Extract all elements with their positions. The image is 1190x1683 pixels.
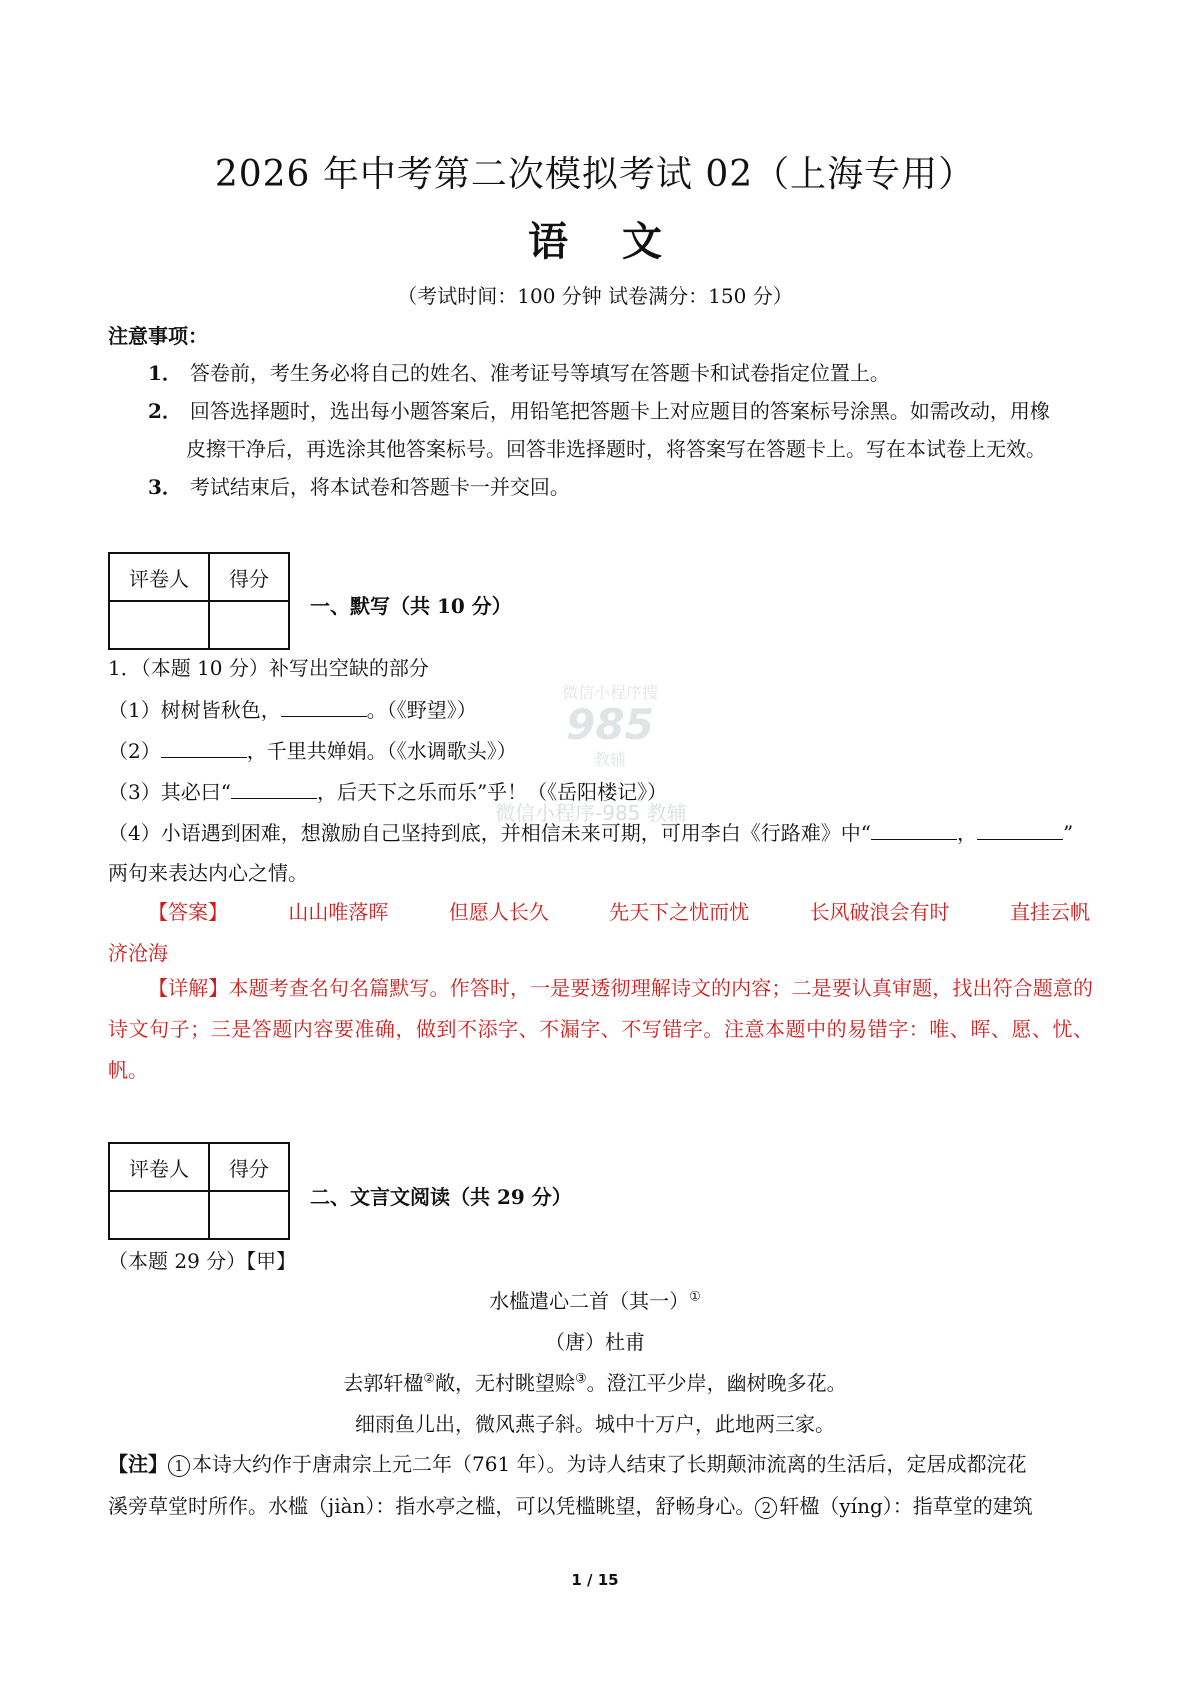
- answer-4: 长风破浪会有时: [809, 900, 950, 924]
- reviewer-label: 评卷人: [109, 553, 209, 601]
- reviewer-cell: [109, 601, 209, 649]
- answer-label: 【答案】: [148, 900, 228, 924]
- answer-blank: [281, 698, 367, 717]
- answer-5: 直挂云帆: [1009, 900, 1090, 924]
- explanation: 【详解】本题考查名句名篇默写。作答时，一是要透彻理解诗文的内容；二是要认真审题，找出符合题意的诗文句子；三是答题内容要准确，做到不添字、不漏字、不写错字。注意本题中的易错字：唯、晖、愿、忧、帆。: [108, 976, 1093, 1082]
- score-cell: [209, 601, 289, 649]
- question-1-item-4-cont: 两句来表达内心之情。: [108, 861, 308, 885]
- answer-row: [108, 896, 1090, 925]
- poem-author: （唐）杜甫: [545, 1330, 645, 1354]
- score-box-1: [108, 552, 290, 650]
- section-2-intro: （本题 29 分）【甲】: [108, 1249, 297, 1273]
- answer-2: 但愿人长久: [448, 900, 549, 924]
- question-1-item-2: （2） ，千里共婵娟。（《水调歌头》）: [108, 739, 517, 763]
- footnote-marker: ①: [689, 1289, 701, 1305]
- score-label: 得分: [209, 553, 289, 601]
- notice-item-1: 1． 答卷前，考生务必将自己的姓名、准考证号等填写在答题卡和试卷指定位置上。: [148, 361, 890, 385]
- notice-title: 注意事项：: [108, 324, 208, 348]
- score-cell: [209, 1191, 289, 1239]
- question-1-item-3: （3）其必曰“ ，后天下之乐而乐”乎！（《岳阳楼记》）: [108, 780, 668, 804]
- poem-title: 水槛遣心二首（其一）①: [489, 1289, 701, 1313]
- answer-continued: 济沧海: [108, 941, 168, 965]
- note-number-1: 1: [168, 1455, 190, 1477]
- watermark-top: 微信小程序搜: [561, 683, 658, 702]
- reviewer-cell: [109, 1191, 209, 1239]
- answer-blank: [871, 821, 957, 840]
- answer-blank: [977, 821, 1063, 840]
- note-line-2: 溪旁草堂时所作。水槛（jiàn）：指水亭之槛，可以凭槛眺望，舒畅身心。 2 轩楹（yíng）：指草堂的建筑: [108, 1494, 1033, 1518]
- score-label: 得分: [209, 1143, 289, 1191]
- question-1-stem: 1．（本题 10 分）补写出空缺的部分: [108, 656, 429, 680]
- note-number-2: 2: [755, 1497, 777, 1519]
- watermark-logo: 985: [566, 700, 654, 749]
- question-1-item-1: （1）树树皆秋色， 。（《野望》）: [108, 698, 477, 722]
- watermark-sub: 教辅: [593, 750, 626, 769]
- answer-1: 山山唯落晖: [288, 900, 389, 924]
- notice-item-3: 3． 考试结束后，将本试卷和答题卡一并交回。: [148, 475, 570, 499]
- poem-line-2: 细雨鱼儿出，微风燕子斜。城中十万户，此地两三家。: [355, 1412, 835, 1436]
- answer-blank: [161, 739, 247, 758]
- reviewer-label: 评卷人: [109, 1143, 209, 1191]
- score-box-2: [108, 1142, 290, 1240]
- watermark-bottom: 微信小程序-985 教辅: [495, 801, 687, 825]
- poem-line-1: 去郭轩楹②敞，无村眺望赊③。澄江平少岸，幽树晚多花。: [343, 1371, 847, 1395]
- answer-blank: [231, 780, 317, 799]
- subject-title: 语 文: [528, 218, 662, 265]
- section-1-title: 一、默写（共 10 分）: [310, 594, 512, 618]
- question-1-item-4: （4）小语遇到困难，想激励自己坚持到底，并相信未来可期，可用李白《行路难》中“ ， ”: [108, 821, 1074, 845]
- notice-item-2: 2． 回答选择题时，选出每小题答案后，用铅笔把答题卡上对应题目的答案标号涂黑。如需改动，用橡 皮擦干净后，再选涂其他答案标号。回答非选择题时，将答案写在答题卡上。写在本试卷上无效。: [148, 399, 1050, 461]
- answer-3: 先天下之忧而忧: [609, 900, 750, 924]
- section-2-title: 二、文言文阅读（共 29 分）: [310, 1185, 572, 1209]
- exam-info: （考试时间：100 分钟 试卷满分：150 分）: [397, 284, 793, 308]
- page-number: 1 / 15: [571, 1571, 619, 1589]
- note-line-1: 【注】 1 本诗大约作于唐肃宗上元二年（761 年）。为诗人结束了长期颠沛流离的生活后，定居成都浣花: [108, 1452, 1027, 1476]
- page-title: 2026 年中考第二次模拟考试 02（上海专用）: [214, 154, 976, 195]
